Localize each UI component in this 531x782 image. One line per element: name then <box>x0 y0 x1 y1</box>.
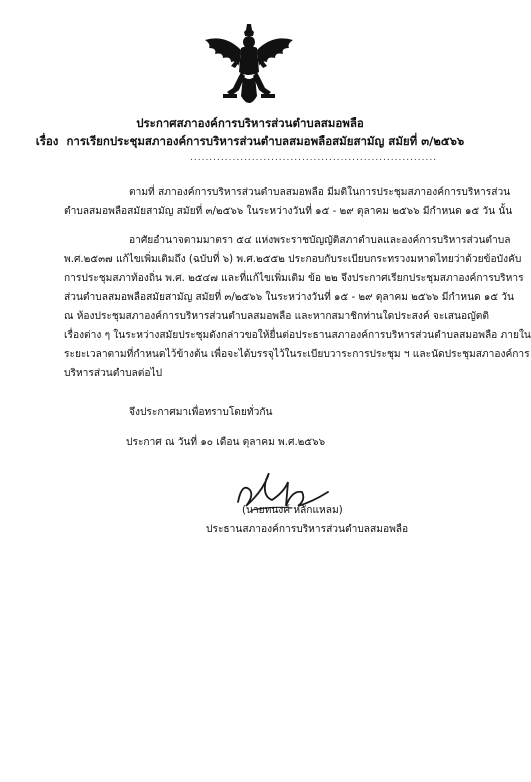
signer-position: ประธานสภาองค์การบริหารส่วนตำบลสมอพลือ <box>206 524 409 535</box>
announcement-subject <box>0 133 500 151</box>
closing-statement: จึงประกาศมาเพื่อทราบโดยทั่วกัน <box>129 407 273 418</box>
subject-text: การเรียกประชุมสภาองค์การบริหารส่วนตำบลสมอพลือสมัยสามัญ สมัยที่ ๓/๒๕๖๖ <box>66 134 465 148</box>
paragraph2-line: บริหารส่วนตำบลต่อไป <box>64 368 163 379</box>
paragraph2-line: เรื่องต่าง ๆ ในระหว่างสมัยประชุมดังกล่าวขอให้ยื่นต่อประธานสภาองค์การบริหารส่วนตำบลสมอพลือ ภายใน <box>64 330 531 341</box>
paragraph2-line: การประชุมสภาท้องถิ่น พ.ศ. ๒๕๔๗ และที่แก้ไขเพิ่มเติม ข้อ ๒๒ จึงประกาศเรียกประชุมสภาองค์การบริหาร <box>64 273 524 284</box>
paragraph2-line: ณ ห้องประชุมสภาองค์การบริหารส่วนตำบลสมอพลือ และหากสมาชิกท่านใดประสงค์ จะเสนอญัตติ <box>64 311 490 322</box>
paragraph2-line: พ.ศ.๒๕๓๗ แก้ไขเพิ่มเติมถึง (ฉบับที่ ๖) พ.ศ.๒๕๕๒ ประกอบกับระเบียบกระทรวงมหาดไทยว่าด้วยข้อบังคับ <box>64 254 522 265</box>
divider-dots: ................................................................ <box>190 153 438 163</box>
paragraph2-line: ระยะเวลาตามที่กำหนดไว้ข้างต้น เพื่อจะได้บรรจุไว้ในระเบียบวาระการประชุม ฯ และนัดประชุมสภาองค์การ <box>64 349 530 360</box>
paragraph2-line: อาศัยอำนาจตามมาตรา ๕๔ แห่งพระราชบัญญัติสภาตำบลและองค์การบริหารส่วนตำบล <box>129 235 511 246</box>
paragraph2-line: ส่วนตำบลสมอพลือสมัยสามัญ สมัยที่ ๓/๒๕๖๖ ในระหว่างวันที่ ๑๕ - ๒๙ ตุลาคม ๒๕๖๖ มีกำหนด ๑๕ วัน <box>64 292 514 303</box>
garuda-emblem-icon <box>201 22 297 110</box>
signer-name: (นายทนงค์ หลักแหลม) <box>242 505 343 516</box>
announcement-title: ประกาศสภาองค์การบริหารส่วนตำบลสมอพลือ <box>136 116 364 130</box>
paragraph1-line: ตำบลสมอพลือสมัยสามัญ สมัยที่ ๓/๒๕๖๖ ในระหว่างวันที่ ๑๕ - ๒๙ ตุลาคม ๒๕๖๖ มีกำหนด ๑๕ วัน นั้น <box>64 206 513 217</box>
subject-label: เรื่อง <box>35 134 59 148</box>
announcement-date: ประกาศ ณ วันที่ ๑๐ เดือน ตุลาคม พ.ศ.๒๕๖๖ <box>126 437 326 448</box>
paragraph1-line: ตามที่ สภาองค์การบริหารส่วนตำบลสมอพลือ มีมติในการประชุมสภาองค์การบริหารส่วน <box>129 187 511 198</box>
